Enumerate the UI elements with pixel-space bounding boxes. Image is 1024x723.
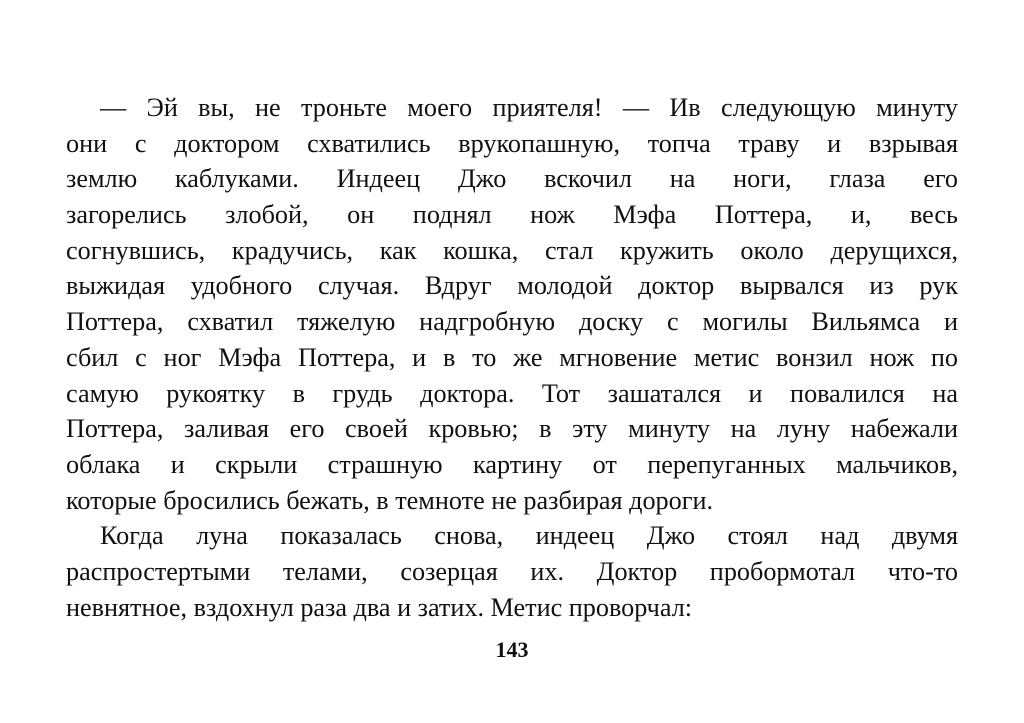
text-line: Поттера, заливая его своей кровью; в эту минуту на луну набежали bbox=[66, 414, 958, 444]
text-line: сбил с ног Мэфа Поттера, и в то же мгновение метис вонзил нож по bbox=[66, 342, 958, 372]
text-line: Когда луна показалась снова, индеец Джо стоял над двумя bbox=[100, 521, 958, 551]
text-line: невнятное, вздохнул раза два и затих. Метис проворчал: bbox=[66, 592, 693, 622]
text-line: самую рукоятку в грудь доктора. Тот зашатался и повалился на bbox=[66, 378, 958, 408]
text-line: выжидая удобного случая. Вдруг молодой доктор вырвался из рук bbox=[66, 271, 958, 301]
text-line: землю каблуками. Индеец Джо вскочил на ноги, глаза его bbox=[66, 164, 958, 194]
text-line: загорелись злобой, он поднял нож Мэфа Поттера, и, весь bbox=[66, 200, 958, 230]
text-line: согнувшись, крадучись, как кошка, стал кружить около дерущихся, bbox=[66, 235, 958, 265]
paragraph-2 bbox=[66, 518, 958, 625]
text-line: распростертыми телами, созерцая их. Доктор пробормотал что-то bbox=[66, 556, 958, 586]
text-line: — Эй вы, не троньте моего приятеля! — Ив следующую минуту bbox=[100, 93, 958, 122]
page-body bbox=[66, 90, 958, 625]
text-line: Поттера, схватил тяжелую надгробную доску с могилы Вильямса и bbox=[66, 307, 958, 337]
text-line: которые бросились бежать, в темноте не разбирая дороги. bbox=[66, 485, 714, 515]
text-line: они с доктором схватились врукопашную, топча траву и взрывая bbox=[66, 128, 958, 158]
paragraph-1 bbox=[66, 90, 958, 518]
page-number: 143 bbox=[495, 637, 529, 662]
text-line: облака и скрыли страшную картину от перепуганных мальчиков, bbox=[66, 449, 958, 479]
